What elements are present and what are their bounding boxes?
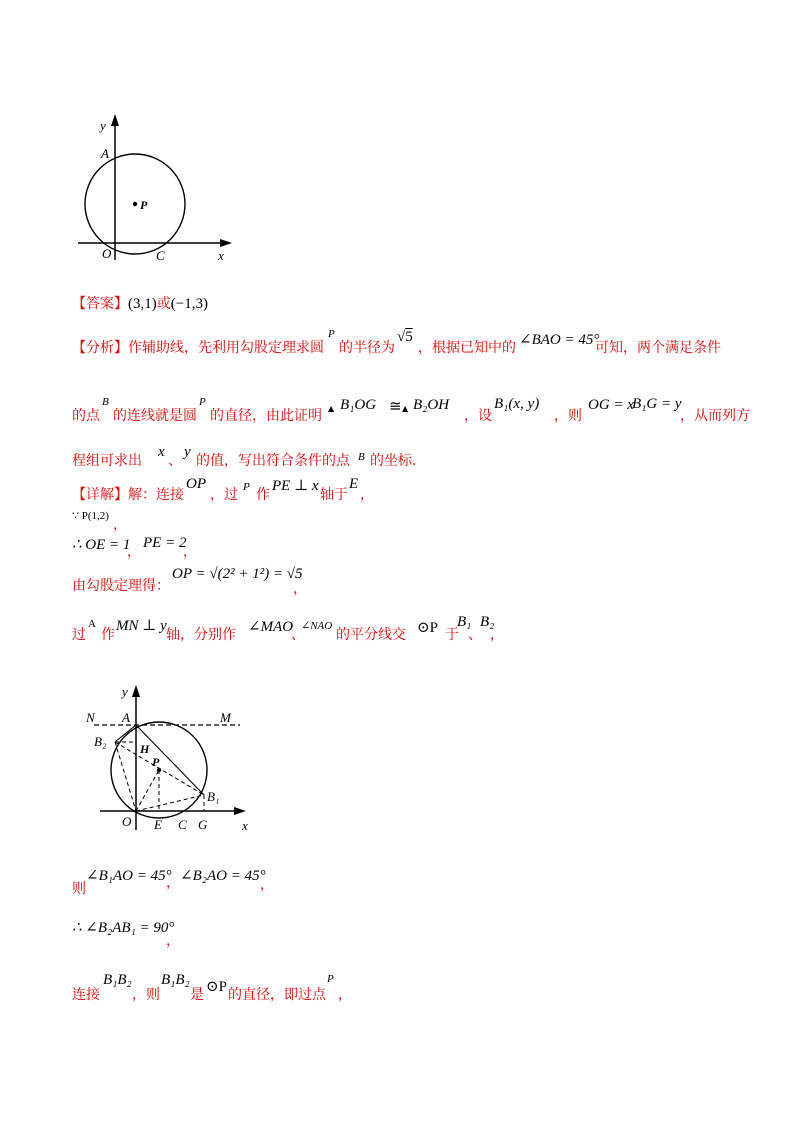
analysis-text: 可知，两个满足条件 [595, 340, 721, 356]
detail-comma: ， [127, 544, 141, 560]
segment-b2-o [115, 742, 136, 811]
y-axis-arrow [111, 114, 119, 126]
analysis-tri-1: B₁OG [340, 397, 377, 413]
analysis-tri-2: B₂OH [413, 397, 450, 413]
detail-text: 连接 [72, 987, 100, 1003]
detail-op: OP [186, 476, 206, 492]
segment-a-b2 [115, 725, 136, 742]
analysis-sqrt5: √5 [397, 329, 413, 345]
detail-text: 的平分线交 [336, 627, 406, 643]
analysis-b1xy: B₁(x, y) [494, 396, 540, 412]
detail-mao: ∠MAO [248, 619, 294, 635]
analysis-text: 的半径为 [339, 340, 395, 356]
point-p [133, 202, 137, 206]
analysis-b1g: B₁G = y [632, 396, 682, 412]
label-m: M [220, 710, 231, 725]
detail-mn: MN ⊥ y [116, 618, 167, 634]
detail-pyth: OP = √(2² + 1²) = √5 [172, 566, 303, 582]
detail-text: ，过 [210, 487, 238, 503]
label-y: y [100, 118, 106, 133]
sqrt5-value: 5 [405, 329, 413, 345]
detail-comma: ， [166, 933, 180, 949]
detail-comma: ， [183, 544, 197, 560]
detail-a: A [88, 618, 96, 630]
answer-value-1: (3,1) [128, 296, 157, 312]
label-b1: B₁ [207, 789, 220, 804]
segment-o-p [136, 770, 159, 811]
analysis-text: ，设 [464, 408, 492, 424]
detail-pe-value: PE = 2 [143, 535, 187, 551]
detail-angle-b2ao: ∠B₂AO = 45° [180, 868, 266, 884]
analysis-text: ，则 [554, 408, 582, 424]
detail-text: 作 [101, 627, 115, 643]
label-a: A [122, 710, 130, 725]
detail-comma: ， [338, 987, 352, 1003]
analysis-line-1 [72, 337, 324, 357]
detail-p: P [327, 973, 334, 985]
detail-b1: B₁ [457, 614, 472, 630]
label-e: E [154, 817, 162, 832]
label-g: G [198, 817, 208, 832]
detail-circle-p: ⊙P [206, 979, 227, 995]
label-n: N [86, 710, 95, 725]
label-h: H [140, 742, 150, 756]
analysis-text: 的直径，由此证明 [210, 408, 322, 424]
detail-comma: ， [166, 875, 180, 891]
detail-pyth-label: 由勾股定理得： [72, 578, 170, 594]
detail-text: 则 [72, 881, 86, 897]
detail-nao: ∠NAO [301, 620, 333, 632]
analysis-text: 的点 [72, 408, 100, 424]
detail-text: 是 [190, 987, 204, 1003]
label-p: P [152, 755, 160, 769]
figure-1-coordinate-circle [70, 110, 240, 270]
analysis-text: 的值，写出符合条件的点 [196, 453, 350, 469]
detail-comma: ， [293, 581, 307, 597]
detail-comma: ， [490, 627, 504, 643]
y-axis-arrow [132, 685, 140, 697]
analysis-x: x [158, 444, 165, 460]
triangle-1-icon: ▲ [328, 404, 335, 413]
detail-b1b2: B₁B₂ [103, 972, 132, 988]
detail-text: 于 [445, 627, 459, 643]
detail-comma: ， [360, 487, 374, 503]
detail-text: 过 [72, 627, 86, 643]
detail-text: 轴于 [320, 487, 348, 503]
detail-therefore-oe: ∴ OE = 1 [72, 537, 131, 553]
analysis-text: 的连线就是圆 [113, 408, 197, 424]
figure-2-construction [80, 680, 260, 840]
x-axis-arrow [220, 239, 232, 247]
analysis-b: B [358, 451, 365, 463]
detail-text: 的直径，即过点 [228, 987, 326, 1003]
analysis-text: 的坐标. [370, 453, 417, 469]
detail-p: P [243, 481, 250, 493]
answer-value-2: (−1,3) [170, 296, 208, 312]
detail-right-angle: ∴ ∠B₂AB₁ = 90° [72, 920, 175, 936]
detail-because: ∵ P(1,2) [72, 510, 109, 522]
analysis-p: P [328, 328, 335, 340]
label-p: P [140, 198, 148, 212]
triangle-2-icon: ▲ [402, 404, 409, 413]
detail-comma: ， [260, 877, 274, 893]
detail-comma: 、 [291, 627, 305, 643]
detail-tag: 【详解】 [72, 487, 128, 503]
analysis-text: 作辅助线，先利用勾股定理求圆 [128, 340, 324, 356]
answer-tag: 【答案】 [72, 296, 128, 312]
analysis-comma: 、 [168, 453, 182, 469]
analysis-cong: ≅ [389, 399, 402, 415]
label-c: C [178, 817, 187, 832]
detail-text: ，则 [132, 987, 160, 1003]
analysis-tag: 【分析】 [72, 340, 128, 356]
detail-pe: PE ⊥ x [272, 478, 319, 494]
detail-e: E [349, 476, 359, 492]
detail-text: 解：连接 [128, 487, 184, 503]
analysis-text: ，根据已知中的 [418, 340, 516, 356]
analysis-y: y [184, 444, 191, 460]
detail-b2: B₂ [480, 614, 495, 630]
analysis-text: ，从而列方 [680, 408, 750, 424]
x-axis-arrow [234, 807, 246, 815]
analysis-p: P [199, 396, 206, 408]
detail-angle-b1ao: ∠B₁AO = 45° [86, 868, 172, 884]
label-o: O [102, 246, 112, 261]
detail-text: 作 [256, 487, 270, 503]
analysis-text: 程组可求出 [72, 453, 142, 469]
analysis-og: OG = x [588, 397, 634, 413]
label-x: x [218, 248, 224, 263]
analysis-angle: ∠BAO = 45° [519, 332, 600, 348]
analysis-b: B [102, 396, 109, 408]
label-a: A [101, 146, 109, 161]
detail-comma: 、 [468, 627, 482, 643]
label-c: C [156, 248, 165, 263]
detail-text: 轴，分别作 [166, 627, 236, 643]
answer-or: 或 [156, 296, 171, 312]
label-x: x [242, 818, 248, 833]
answer-line [72, 293, 208, 313]
detail-b1b2: B₁B₂ [161, 972, 190, 988]
label-o: O [122, 814, 132, 829]
detail-circle-p: ⊙P [417, 620, 438, 636]
detail-comma: ， [113, 517, 127, 533]
label-y: y [122, 684, 128, 699]
label-b2: B₂ [94, 734, 107, 749]
